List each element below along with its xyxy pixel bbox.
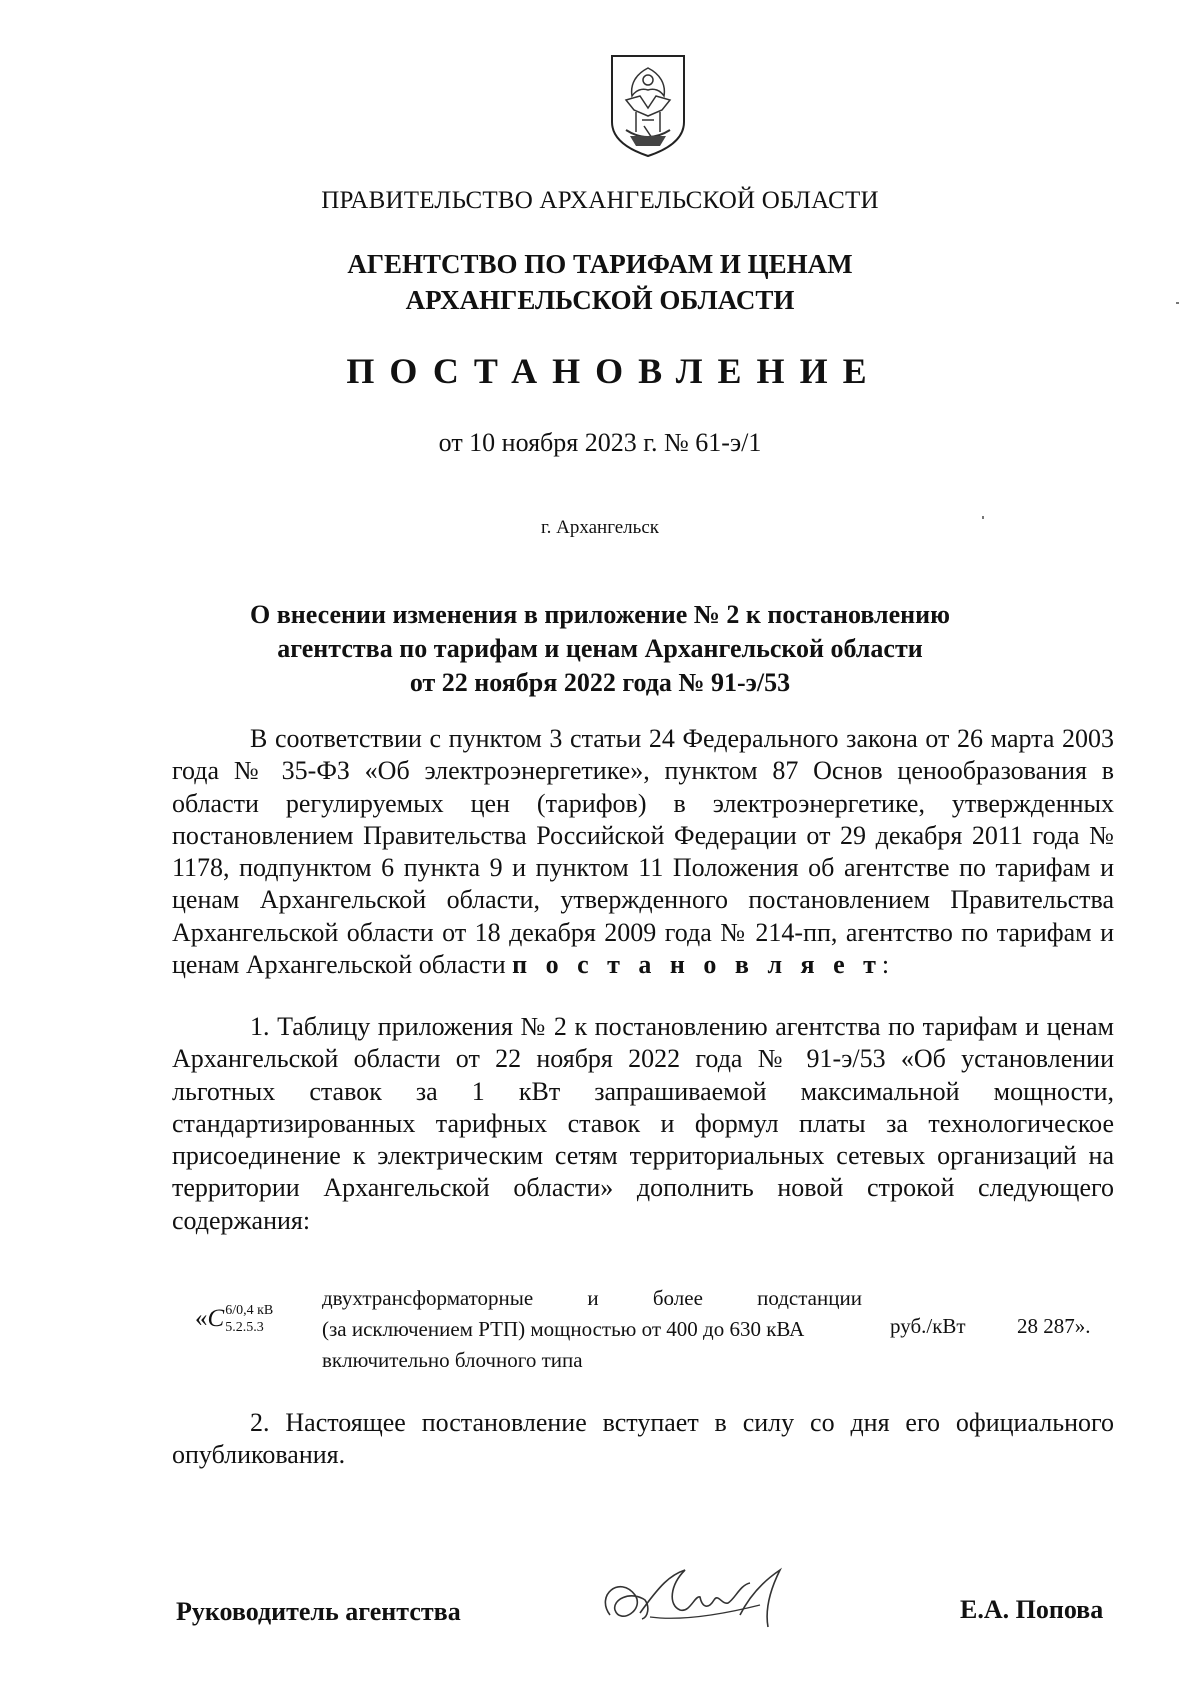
- row-description-line1: [322, 1283, 862, 1314]
- row-description-line2: (за исключением РТП) мощностью от 400 до 630 кВА: [322, 1317, 805, 1341]
- item-2-paragraph: [172, 1407, 1114, 1472]
- preamble-text: В соответствии с пунктом 3 статьи 24 Федерального закона от 26 марта 2003 года № 35-ФЗ «Об электроэнергетике», пунктом 87 Основ ценообразования в области регулируемых цен (тарифов) в электроэнергетике, утвержденных постановлением Правительства Российской Федерации от 29 декабря 2011 года № 1178, подпунктом 6 пункта 9 и пунктом 11 Положения об агентстве по тарифам и ценам Архангельской области, утвержденного постановлением Правительства Архангельской области от 18 декабря 2009 года № 214-пп, агентство по тарифам и ценам Архангельской области: [172, 724, 1114, 980]
- tariff-symbol: [195, 1305, 273, 1335]
- desc-word: двухтрансформаторные: [322, 1286, 534, 1310]
- document-type-title: ПОСТАНОВЛЕНИЕ: [346, 351, 882, 391]
- agency-name: [0, 246, 1200, 318]
- desc-word: подстанции: [757, 1286, 862, 1310]
- subject-line3: от 22 ноября 2022 года № 91-э/53: [409, 668, 791, 697]
- subject-line2: агентства по тарифам и ценам Архангельской области: [277, 634, 923, 663]
- coat-of-arms-icon: [606, 50, 690, 160]
- scan-speck: [982, 516, 984, 519]
- resolves-word: п о с т а н о в л я е т: [512, 950, 882, 980]
- subject-line1: О внесении изменения в приложение № 2 к постановлению: [250, 600, 950, 629]
- open-quote: «: [195, 1305, 208, 1332]
- row-value: 28 287».: [1017, 1314, 1091, 1338]
- preamble-paragraph: [172, 723, 1114, 981]
- table-row-addition: [195, 1283, 1125, 1379]
- government-name: ПРАВИТЕЛЬСТВО АРХАНГЕЛЬСКОЙ ОБЛАСТИ: [321, 187, 879, 214]
- agency-name-line2: АРХАНГЕЛЬСКОЙ ОБЛАСТИ: [405, 285, 795, 315]
- item-1-paragraph: [172, 1011, 1114, 1237]
- city-name: г. Архангельск: [540, 517, 659, 538]
- resolves-colon: :: [881, 950, 890, 980]
- symbol-superscript: 6/0,4 кВ: [225, 1303, 274, 1319]
- desc-word: и: [587, 1286, 599, 1310]
- desc-word: более: [652, 1286, 703, 1310]
- row-description: [322, 1283, 862, 1376]
- item-2-text: 2. Настоящее постановление вступает в силу со дня его официального опубликования.: [172, 1408, 1114, 1470]
- agency-name-line1: АГЕНТСТВО ПО ТАРИФАМ И ЦЕНАМ: [347, 249, 853, 279]
- scan-speck: [1176, 302, 1179, 304]
- row-unit: руб./кВт: [890, 1314, 966, 1338]
- signatory-position: Руководитель агентства: [176, 1597, 461, 1626]
- subject-heading: [0, 598, 1200, 700]
- handwritten-signature: [590, 1555, 800, 1645]
- symbol-letter: C: [207, 1305, 225, 1332]
- item-1-text: 1. Таблицу приложения № 2 к постановлению агентства по тарифам и ценам Архангельской области от 22 ноября 2022 года № 91-э/53 «Об установлении льготных ставок за 1 кВт запрашиваемой максимальной мощности, стандартизированных тарифных ставок и формул платы за технологическое присоединение к электрическим сетям территориальных сетевых организаций на территории Архангельской области» дополнить новой строкой следующего содержания:: [172, 1012, 1114, 1235]
- date-and-number: от 10 ноября 2023 г. № 61-э/1: [438, 428, 762, 457]
- symbol-subscript: 5.2.5.3: [225, 1320, 264, 1336]
- signatory-name: Е.А. Попова: [960, 1595, 1104, 1624]
- row-description-line3: включительно блочного типа: [322, 1348, 583, 1372]
